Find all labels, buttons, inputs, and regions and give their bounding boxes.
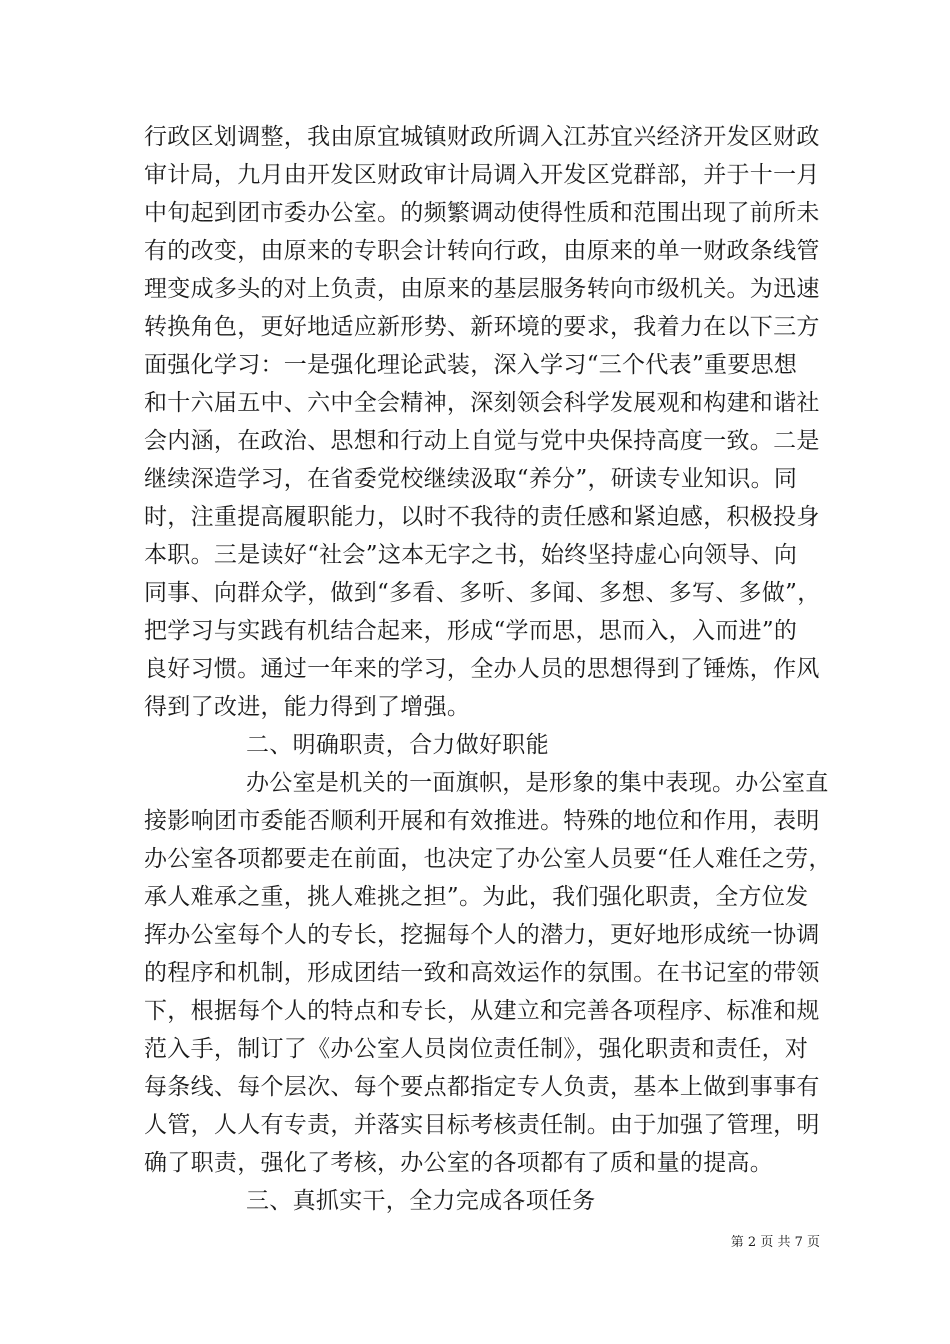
body-line-5: 理变成多头的对上负责，由原来的基层服务转向市级机关。为迅速 xyxy=(144,276,820,302)
body-line-8: 和十六届五中、六中全会精神，深刻领会科学发展观和构建和谐社 xyxy=(144,390,820,416)
body-line-20: 办公室各项都要走在前面，也决定了办公室人员要“任人难任之劳， xyxy=(144,846,832,872)
body-line-15: 良好习惯。通过一年来的学习，全办人员的思想得到了锤炼，作风 xyxy=(144,656,820,682)
body-line-28: 确了职责，强化了考核，办公室的各项都有了质和量的提高。 xyxy=(144,1150,774,1176)
body-line-9: 会内涵，在政治、思想和行动上自觉与党中央保持高度一致。二是 xyxy=(144,428,820,454)
body-line-21: 承人难承之重，挑人难挑之担”。为此，我们强化职责，全方位发 xyxy=(144,884,809,910)
body-line-4: 有的改变，由原来的专职会计转向行政，由原来的单一财政条线管 xyxy=(144,238,820,264)
body-line-2: 审计局，九月由开发区财政审计局调入开发区党群部，并于十一月 xyxy=(144,162,820,188)
body-line-24: 下，根据每个人的特点和专长，从建立和完善各项程序、标准和规 xyxy=(144,998,820,1024)
body-line-19: 接影响团市委能否顺利开展和有效推进。特殊的地位和作用，表明 xyxy=(144,808,820,834)
body-line-12: 本职。三是读好“社会”这本无字之书，始终坚持虚心向领导、向 xyxy=(144,542,798,568)
body-line-7: 面强化学习：一是强化理论武装，深入学习“三个代表”重要思想 xyxy=(144,352,798,378)
body-line-6: 转换角色，更好地适应新形势、新环境的要求，我着力在以下三方 xyxy=(144,314,820,340)
body-line-13: 同事、向群众学，做到“多看、多听、多闻、多想、多写、多做”， xyxy=(144,580,821,606)
page-number-footer: 第 2 页 共 7 页 xyxy=(730,1235,820,1250)
body-line-14: 把学习与实践有机结合起来，形成“学而思，思而入，入而进”的 xyxy=(144,618,798,644)
body-line-25: 范入手，制订了《办公室人员岗位责任制》，强化职责和责任，对 xyxy=(144,1036,809,1062)
section-heading-2: 二、明确职责，合力做好职能 xyxy=(246,732,549,758)
body-line-11: 时，注重提高履职能力，以时不我待的责任感和紧迫感，积极投身 xyxy=(144,504,820,530)
body-line-16: 得到了改进，能力得到了增强。 xyxy=(144,694,471,720)
body-line-27: 人管，人人有专责，并落实目标考核责任制。由于加强了管理，明 xyxy=(144,1112,820,1138)
section-heading-3: 三、真抓实干，全力完成各项任务 xyxy=(246,1188,596,1214)
body-line-3: 中旬起到团市委办公室。的频繁调动使得性质和范围出现了前所未 xyxy=(144,200,820,226)
body-line-23: 的程序和机制，形成团结一致和高效运作的氛围。在书记室的带领 xyxy=(144,960,820,986)
body-line-10: 继续深造学习，在省委党校继续汲取“养分”，研读专业知识。同 xyxy=(144,466,798,492)
body-line-1: 行政区划调整，我由原宜城镇财政所调入江苏宜兴经济开发区财政 xyxy=(144,124,820,150)
body-line-22: 挥办公室每个人的专长，挖掘每个人的潜力，更好地形成统一协调 xyxy=(144,922,820,948)
body-line-18: 办公室是机关的一面旗帜，是形象的集中表现。办公室直 xyxy=(246,770,829,796)
body-line-26: 每条线、每个层次、每个要点都指定专人负责，基本上做到事事有 xyxy=(144,1074,820,1100)
